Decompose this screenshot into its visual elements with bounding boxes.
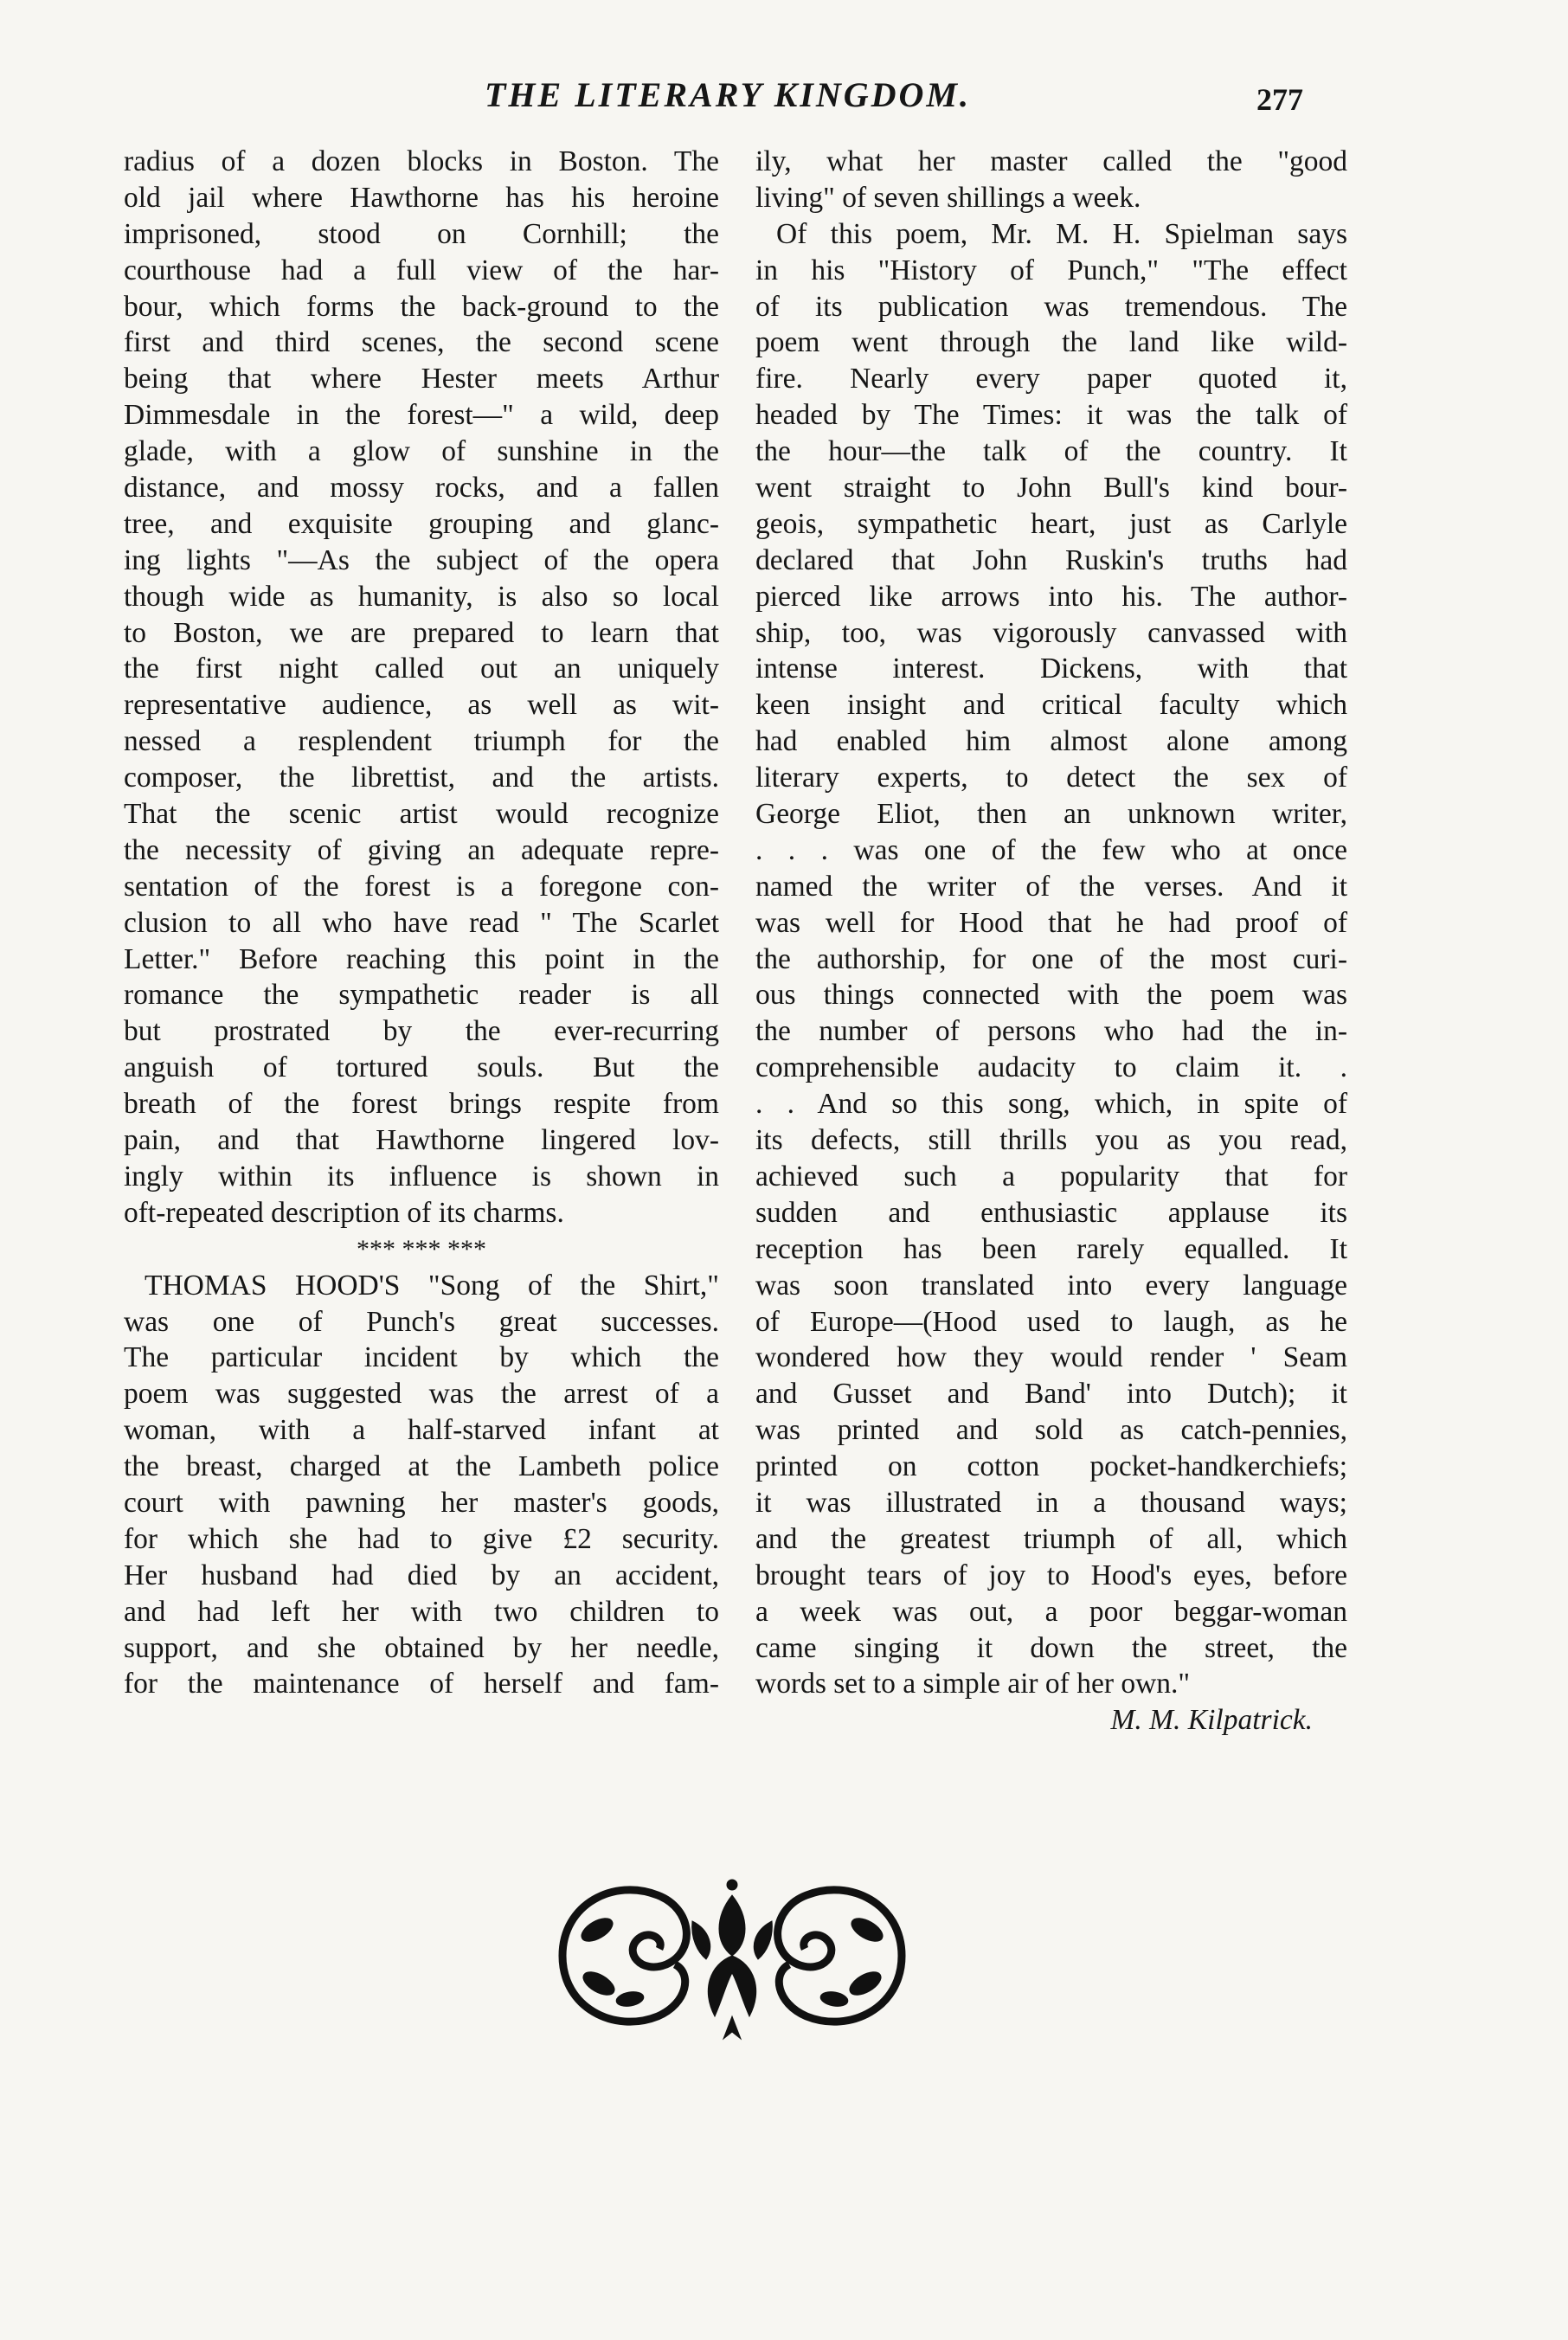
running-title: THE LITERARY KINGDOM. <box>485 75 971 114</box>
text-line: oft-repeated description of its charms. <box>124 1196 564 1229</box>
text-line: breath of the forest brings respite from <box>124 1088 719 1121</box>
text-line: was soon translated into every language <box>755 1269 1347 1302</box>
text-line: wondered how they would render ' Seam <box>755 1341 1347 1374</box>
text-line: the hour—the talk of the country. It <box>755 435 1347 468</box>
text-line: fire. Nearly every paper quoted it, <box>755 363 1347 395</box>
text-line: to Boston, we are prepared to learn that <box>124 616 719 649</box>
text-line: comprehensible audacity to claim it. . <box>755 1051 1347 1084</box>
text-line: the necessity of giving an adequate repre- <box>124 833 719 866</box>
text-line: That the scenic artist would recognize <box>124 798 719 831</box>
text-line: was printed and sold as catch-pennies, <box>755 1414 1347 1447</box>
text-line: words set to a simple air of her own." <box>755 1668 1191 1700</box>
author-signature: M. M. Kilpatrick. <box>1110 1704 1313 1737</box>
text-line: tree, and exquisite grouping and glanc- <box>124 507 719 540</box>
text-line: keen insight and critical faculty which <box>755 689 1347 722</box>
text-line: ing lights "—As the subject of the opera <box>124 543 719 576</box>
text-line: the authorship, for one of the most curi- <box>755 942 1347 975</box>
text-line: living" of seven shillings a week. <box>755 181 1141 214</box>
text-line: came singing it down the street, the <box>755 1631 1347 1664</box>
left-column <box>124 144 719 1702</box>
text-line: old jail where Hawthorne has his heroine <box>124 181 719 214</box>
text-line: intense interest. Dickens, with that <box>755 652 1347 685</box>
text-line: woman, with a half-starved infant at <box>124 1414 719 1447</box>
text-line: Of this poem, Mr. M. H. Spielman says <box>776 217 1347 250</box>
text-line: radius of a dozen blocks in Boston. The <box>124 145 719 177</box>
text-line: and the greatest triumph of all, which <box>755 1522 1347 1555</box>
text-line: the number of persons who had the in- <box>755 1015 1347 1048</box>
text-line: reception has been rarely equalled. It <box>755 1232 1347 1265</box>
text-line: of its publication was tremendous. The <box>755 290 1347 323</box>
page-header <box>0 74 1568 126</box>
text-line: was one of Punch's great successes. <box>124 1305 719 1338</box>
text-line: literary experts, to detect the sex of <box>755 762 1347 794</box>
text-line: ship, too, was vigorously canvassed with <box>755 616 1347 649</box>
text-line: named the writer of the verses. And it <box>755 870 1347 903</box>
text-line: being that where Hester meets Arthur <box>124 363 719 395</box>
text-line: clusion to all who have read " The Scarlet <box>124 906 719 939</box>
text-line: ingly within its influence is shown in <box>124 1160 719 1192</box>
text-line: printed on cotton pocket-handkerchiefs; <box>755 1450 1347 1483</box>
text-line: and Gusset and Band' into Dutch); it <box>755 1378 1347 1411</box>
text-line: courthouse had a full view of the har- <box>124 254 719 286</box>
text-line: bour, which forms the back-ground to the <box>124 290 719 323</box>
text-line: it was illustrated in a thousand ways; <box>755 1486 1347 1519</box>
text-line: the breast, charged at the Lambeth police <box>124 1450 719 1483</box>
text-line: THOMAS HOOD'S "Song of the Shirt," <box>145 1269 719 1302</box>
text-line: for the maintenance of herself and fam- <box>124 1668 719 1700</box>
text-line: . . . was one of the few who at once <box>755 833 1347 866</box>
text-line: poem went through the land like wild- <box>755 326 1347 359</box>
text-line: but prostrated by the ever-recurring <box>124 1015 719 1048</box>
page-number: 277 <box>1256 82 1303 117</box>
floral-vignette-icon <box>545 1869 919 2042</box>
right-column <box>755 144 1347 1739</box>
text-line: of Europe—(Hood used to laugh, as he <box>755 1305 1347 1338</box>
text-line: was well for Hood that he had proof of <box>755 906 1347 939</box>
text-line: the first night called out an uniquely <box>124 652 719 685</box>
text-line: poem was suggested was the arrest of a <box>124 1378 719 1411</box>
text-line: glade, with a glow of sunshine in the <box>124 435 719 468</box>
text-line: a week was out, a poor beggar-woman <box>755 1595 1347 1628</box>
text-line: and had left her with two children to <box>124 1595 719 1628</box>
text-line: anguish of tortured souls. But the <box>124 1051 719 1084</box>
text-line: Letter." Before reaching this point in the <box>124 942 719 975</box>
text-line: headed by The Times: it was the talk of <box>755 399 1347 432</box>
text-line: pain, and that Hawthorne lingered lov- <box>124 1124 719 1157</box>
text-line: pierced like arrows into his. The author- <box>755 580 1347 613</box>
text-line: George Eliot, then an unknown writer, <box>755 798 1347 831</box>
text-line: went straight to John Bull's kind bour- <box>755 472 1347 505</box>
text-line: support, and she obtained by her needle, <box>124 1631 719 1664</box>
text-line: for which she had to give £2 security. <box>124 1522 719 1555</box>
text-line: distance, and mossy rocks, and a fallen <box>124 472 719 505</box>
text-line: ily, what her master called the "good <box>755 145 1347 177</box>
text-line: had enabled him almost alone among <box>755 725 1347 758</box>
text-line: imprisoned, stood on Cornhill; the <box>124 217 719 250</box>
text-line: court with pawning her master's goods, <box>124 1486 719 1519</box>
text-line: sentation of the forest is a foregone con- <box>124 870 719 903</box>
text-line: in his "History of Punch," "The effect <box>755 254 1347 286</box>
text-line: ous things connected with the poem was <box>755 979 1347 1012</box>
text-line: Dimmesdale in the forest—" a wild, deep <box>124 399 719 432</box>
text-line: achieved such a popularity that for <box>755 1160 1347 1192</box>
text-line: its defects, still thrills you as you read, <box>755 1124 1347 1157</box>
text-line: sudden and enthusiastic applause its <box>755 1196 1347 1229</box>
text-line: composer, the librettist, and the artists. <box>124 762 719 794</box>
text-line: though wide as humanity, is also so local <box>124 580 719 613</box>
text-line: brought tears of joy to Hood's eyes, before <box>755 1559 1347 1591</box>
text-line: The particular incident by which the <box>124 1341 719 1374</box>
text-line: . . And so this song, which, in spite of <box>755 1088 1347 1121</box>
section-separator: *** *** *** <box>357 1234 486 1263</box>
text-line: romance the sympathetic reader is all <box>124 979 719 1012</box>
text-line: first and third scenes, the second scene <box>124 326 719 359</box>
text-line: Her husband had died by an accident, <box>124 1559 719 1591</box>
text-line: representative audience, as well as wit- <box>124 689 719 722</box>
text-line: declared that John Ruskin's truths had <box>755 543 1347 576</box>
text-line: geois, sympathetic heart, just as Carlyle <box>755 507 1347 540</box>
text-line: nessed a resplendent triumph for the <box>124 725 719 758</box>
